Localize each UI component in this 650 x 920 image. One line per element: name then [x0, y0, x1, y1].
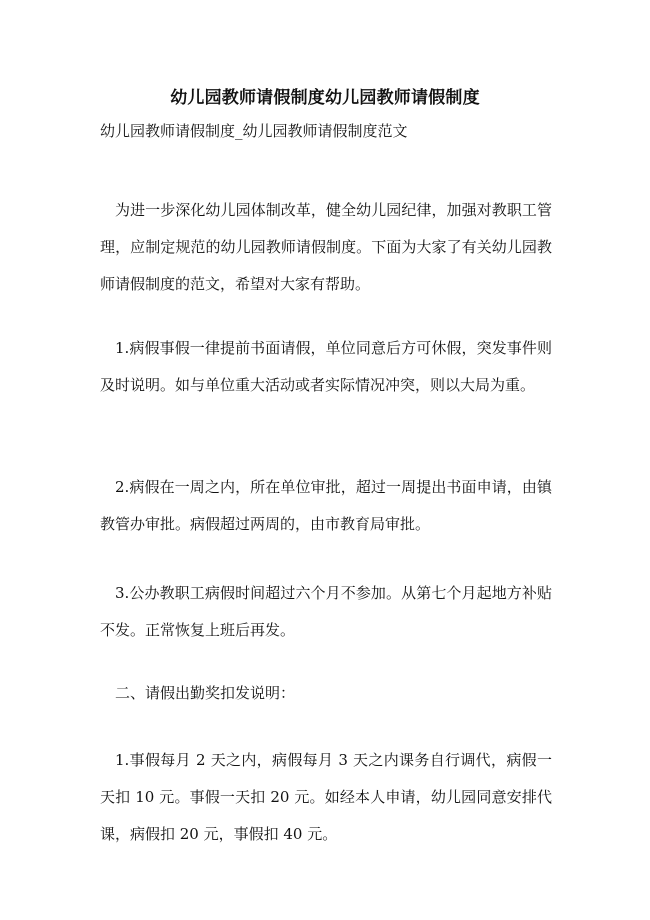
section-heading: 二、请假出勤奖扣发说明：: [115, 684, 296, 702]
document-title: 幼儿园教师请假制度幼儿园教师请假制度: [170, 88, 480, 108]
deduction-paragraph-1: 1.事假每月 2 天之内，病假每月 3 天之内课务自行调代，病假一天扣 10 元。事假一天扣 20 元。如经本人申请，幼儿园同意安排代课，病假扣 20 元，事假扣 40 元。: [100, 751, 552, 843]
document-subtitle: 幼儿园教师请假制度_幼儿园教师请假制度范文: [100, 122, 408, 140]
rule-paragraph-3: 3.公办教职工病假时间超过六个月不参加。从第七个月起地方补贴不发。正常恢复上班后再发。: [100, 584, 552, 639]
rule-paragraph-2: 2.病假在一周之内，所在单位审批，超过一周提出书面申请，由镇教管办审批。病假超过两周的，由市教育局审批。: [100, 478, 552, 533]
rule-paragraph-1: 1.病假事假一律提前书面请假，单位同意后方可休假，突发事件则及时说明。如与单位重大活动或者实际情况冲突，则以大局为重。: [100, 339, 552, 394]
intro-paragraph: 为进一步深化幼儿园体制改革，健全幼儿园纪律，加强对教职工管理，应制定规范的幼儿园教师请假制度。下面为大家了有关幼儿园教师请假制度的范文，希望对大家有帮助。: [100, 201, 552, 293]
